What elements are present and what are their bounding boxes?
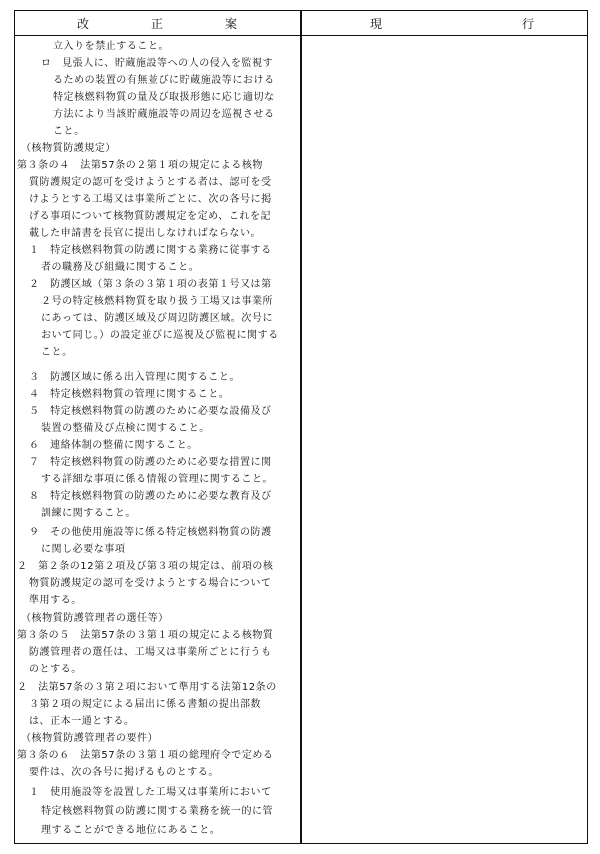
text-line: にあっては、防護区域及び周辺防護区域。次号に [41, 313, 273, 324]
text-line: ４ 特定核燃料物質の管理に関すること。 [29, 389, 230, 400]
text-line: 方法により当該貯蔵施設等の周辺を巡視させる [53, 109, 275, 120]
text-line: ２号の特定核燃料物質を取り扱う工場又は事業所 [41, 296, 274, 307]
text-line: 装置の整備及び点検に関すること。 [41, 423, 210, 434]
text-line: ２ 防護区域（第３条の３第１項の表第１号又は第 [29, 279, 272, 290]
text-line: 第３条の６ 法第57条の３第１項の総理府令で定める [17, 750, 274, 761]
text-line: ７ 特定核燃料物質の防護のために必要な措置に関 [29, 457, 272, 468]
text-line: のとする。 [29, 664, 82, 675]
text-line: ２ 第２条の12第２項及び第３項の規定は、前項の核 [17, 561, 274, 572]
text-line: ５ 特定核燃料物質の防護のために必要な設備及び [29, 406, 272, 417]
text-line: 質防護規定の認可を受けようとする者は、認可を受 [29, 177, 272, 188]
text-line: に関し必要な事項 [41, 544, 126, 555]
text-line: 第３条の４ 法第57条の２第１項の規定による核物 [17, 160, 263, 171]
text-line: １ 特定核燃料物質の防護に関する業務に従事する [29, 245, 272, 256]
text-line: ６ 連絡体制の整備に関すること。 [29, 440, 198, 451]
text-line: 要件は、次の各号に掲げるものとする。 [29, 767, 219, 778]
comparison-table [14, 10, 588, 844]
text-line: おいて同じ。）の設定並びに巡視及び監視に関する [41, 330, 279, 341]
text-line: 訓練に関すること。 [41, 508, 136, 519]
text-line: ロ 見張人に、貯蔵施設等への人の侵入を監視す [41, 58, 274, 69]
section-heading: （核物質防護規定） [21, 143, 116, 154]
current-column [302, 37, 587, 843]
text-line: １ 使用施設等を設置した工場又は事業所において [29, 787, 272, 798]
header-amendment-char: 改 [77, 17, 90, 31]
text-line: こと。 [41, 347, 73, 358]
text-line: 立入りを禁止すること。 [53, 41, 170, 52]
text-line: 理することができる地位にあること。 [41, 825, 221, 836]
header-current-char: 行 [522, 17, 535, 31]
section-heading: （核物質防護管理者の選任等） [21, 613, 169, 624]
text-line: ３ 防護区域に係る出入管理に関すること。 [29, 372, 240, 383]
text-line: 特定核燃料物質の防護に関する業務を統一的に管 [41, 806, 274, 817]
text-line: 防護管理者の選任は、工場又は事業所ごとに行うも [29, 647, 272, 658]
text-line: ２ 法第57条の３第２項において準用する法第12条の [17, 682, 277, 693]
text-line: ８ 特定核燃料物質の防護のために必要な教育及び [29, 491, 272, 502]
text-line: ３第２項の規定による届出に係る書類の提出部数 [29, 699, 262, 710]
text-line: 物質防護規定の認可を受けようとする場合について [29, 578, 272, 589]
text-line: げる事項について核物質防護規定を定め、これを記 [29, 211, 272, 222]
text-line: けようとする工場又は事業所ごとに、次の各号に掲 [29, 194, 272, 205]
text-line: ９ その他使用施設等に係る特定核燃料物質の防護 [29, 527, 272, 538]
text-line: 第３条の５ 法第57条の３第１項の規定による核物質 [17, 630, 274, 641]
section-heading: （核物質防護管理者の要件） [21, 733, 159, 744]
text-line: する詳細な事項に係る情報の管理に関すること。 [41, 474, 274, 485]
text-line: るための装置の有無並びに貯蔵施設等における [53, 75, 275, 86]
text-line: は、正本一通とする。 [29, 716, 135, 727]
header-amendment-char: 正 [151, 17, 164, 31]
header-current-char: 現 [370, 17, 383, 31]
text-line: 特定核燃料物質の量及び取扱形態に応じ適切な [53, 92, 275, 103]
text-line: 準用する。 [29, 595, 82, 606]
header-amendment-char: 案 [225, 17, 238, 31]
text-line: こと。 [53, 126, 85, 137]
text-line: 載した申請書を長官に提出しなければならない。 [29, 228, 262, 239]
text-line: 者の職務及び組織に関すること。 [41, 262, 200, 273]
